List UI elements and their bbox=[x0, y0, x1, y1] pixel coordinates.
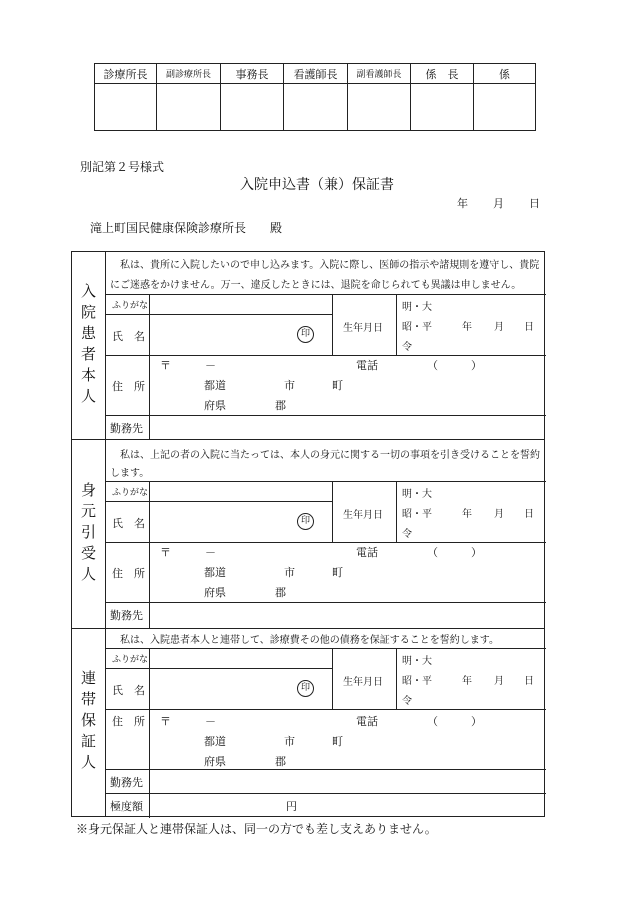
town-label: 町 bbox=[332, 566, 343, 579]
addressee: 滝上町国民健康保険診療所長 殿 bbox=[90, 221, 283, 235]
section-side-label: 身元引受人 bbox=[72, 440, 106, 628]
limit-label: 極度額 bbox=[110, 800, 143, 813]
approval-stamp-cell[interactable] bbox=[157, 84, 221, 131]
prefecture-label: 都道 bbox=[204, 379, 226, 392]
approval-stamp-cell[interactable] bbox=[221, 84, 284, 131]
birthdate-label: 生年月日 bbox=[343, 677, 383, 688]
date-day-label: 日 bbox=[529, 197, 540, 210]
limit-unit: 円 bbox=[286, 800, 297, 813]
city-label: 市 bbox=[284, 735, 295, 748]
approval-stamp-cell[interactable] bbox=[284, 84, 348, 131]
era-option[interactable]: 明・大 bbox=[402, 656, 432, 667]
date-month-label: 月 bbox=[493, 197, 504, 210]
phone-paren: （ ） bbox=[427, 546, 482, 559]
city-label: 市 bbox=[284, 566, 295, 579]
prefecture-label: 都道 bbox=[204, 566, 226, 579]
limit-amount-field[interactable] bbox=[154, 796, 284, 814]
name-field[interactable] bbox=[154, 503, 294, 539]
guarantor-section bbox=[71, 439, 545, 629]
section-side-label: 入院患者本人 bbox=[72, 252, 106, 439]
era-option[interactable]: 昭・平 bbox=[402, 676, 432, 687]
postal-dash: － bbox=[205, 359, 216, 372]
birth-day-label: 日 bbox=[524, 509, 534, 520]
phone-label: 電話 bbox=[356, 546, 378, 559]
patient-section bbox=[71, 251, 545, 440]
approval-header: 係 bbox=[474, 64, 536, 84]
birthdate-label: 生年月日 bbox=[343, 323, 383, 334]
workplace-field[interactable] bbox=[154, 418, 542, 437]
furigana-label: ふりがな bbox=[112, 488, 149, 498]
approval-header: 事務長 bbox=[221, 64, 284, 84]
form-number: 別記第２号様式 bbox=[80, 160, 165, 174]
furigana-field[interactable] bbox=[154, 650, 330, 666]
birth-day-label: 日 bbox=[524, 676, 534, 687]
furigana-label: ふりがな bbox=[112, 301, 149, 311]
birth-month-label: 月 bbox=[494, 322, 504, 333]
birth-month-label: 月 bbox=[494, 509, 504, 520]
city-label: 市 bbox=[284, 379, 295, 392]
postal-mark: 〒 bbox=[160, 715, 171, 728]
name-label: 氏 名 bbox=[112, 517, 145, 530]
era-option[interactable]: 明・大 bbox=[402, 302, 432, 313]
era-option[interactable]: 令 bbox=[402, 342, 412, 353]
approval-stamp-cell[interactable] bbox=[411, 84, 474, 131]
birth-year-label: 年 bbox=[462, 509, 472, 520]
county-label: 郡 bbox=[275, 586, 286, 599]
era-option[interactable]: 令 bbox=[402, 696, 412, 707]
seal-icon: 印 bbox=[297, 513, 314, 530]
approval-stamp-cell[interactable] bbox=[348, 84, 411, 131]
date-year-label: 年 bbox=[457, 197, 468, 210]
phone-paren: （ ） bbox=[427, 359, 482, 372]
statement-text: 私は、貴所に入院したいので申し込みます。入院に際し、医師の指示や諸規則を遵守し、貴院 bbox=[120, 260, 540, 271]
workplace-label: 勤務先 bbox=[110, 422, 143, 435]
name-field[interactable] bbox=[154, 316, 294, 352]
address-label: 住 所 bbox=[112, 567, 145, 580]
birthdate-label: 生年月日 bbox=[343, 510, 383, 521]
form-title: 入院申込書（兼）保証書 bbox=[240, 177, 394, 193]
seal-icon: 印 bbox=[297, 680, 314, 697]
statement-text: します。 bbox=[110, 468, 150, 479]
birth-year-label: 年 bbox=[462, 322, 472, 333]
name-label: 氏 名 bbox=[112, 684, 145, 697]
era-option[interactable]: 昭・平 bbox=[402, 509, 432, 520]
address-label: 住 所 bbox=[112, 715, 145, 728]
prefecture-label: 都道 bbox=[204, 735, 226, 748]
phone-label: 電話 bbox=[356, 359, 378, 372]
seal-icon: 印 bbox=[297, 326, 314, 343]
statement-text: にご迷惑をかけません。万一、違反したときには、退院を命じられても異議は申しません。 bbox=[110, 280, 522, 291]
phone-label: 電話 bbox=[356, 715, 378, 728]
postal-mark: 〒 bbox=[160, 546, 171, 559]
approval-header: 副看護師長 bbox=[348, 64, 411, 84]
approval-header: 副診療所長 bbox=[157, 64, 221, 84]
approval-header: 係 長 bbox=[411, 64, 474, 84]
birth-day-label: 日 bbox=[524, 322, 534, 333]
workplace-field[interactable] bbox=[154, 772, 542, 791]
county-label: 郡 bbox=[275, 755, 286, 768]
county-label: 郡 bbox=[275, 399, 286, 412]
workplace-label: 勤務先 bbox=[110, 609, 143, 622]
postal-dash: － bbox=[205, 546, 216, 559]
name-field[interactable] bbox=[154, 670, 294, 706]
furigana-field[interactable] bbox=[154, 483, 330, 499]
birth-year-label: 年 bbox=[462, 676, 472, 687]
prefecture-label: 府県 bbox=[204, 399, 226, 412]
approval-header: 看護師長 bbox=[284, 64, 348, 84]
town-label: 町 bbox=[332, 735, 343, 748]
workplace-field[interactable] bbox=[154, 605, 542, 625]
postal-mark: 〒 bbox=[160, 359, 171, 372]
prefecture-label: 府県 bbox=[204, 586, 226, 599]
statement-text: 私は、入院患者本人と連帯して、診療費その他の債務を保証することを誓約します。 bbox=[120, 635, 499, 646]
era-option[interactable]: 昭・平 bbox=[402, 322, 432, 333]
postal-dash: － bbox=[205, 715, 216, 728]
approval-stamp-cell[interactable] bbox=[474, 84, 536, 131]
approval-header: 診療所長 bbox=[95, 64, 157, 84]
town-label: 町 bbox=[332, 379, 343, 392]
workplace-label: 勤務先 bbox=[110, 776, 143, 789]
joint-guarantor-section bbox=[71, 628, 545, 817]
era-option[interactable]: 令 bbox=[402, 529, 412, 540]
era-option[interactable]: 明・大 bbox=[402, 489, 432, 500]
furigana-field[interactable] bbox=[154, 296, 330, 312]
prefecture-label: 府県 bbox=[204, 755, 226, 768]
section-side-label: 連帯保証人 bbox=[72, 629, 106, 816]
phone-paren: （ ） bbox=[427, 715, 482, 728]
name-label: 氏 名 bbox=[112, 330, 145, 343]
birth-month-label: 月 bbox=[494, 676, 504, 687]
approval-table bbox=[94, 63, 536, 131]
address-label: 住 所 bbox=[112, 380, 145, 393]
statement-text: 私は、上記の者の入院に当たっては、本人の身元に関する一切の事項を引き受けることを誓約 bbox=[120, 450, 540, 461]
footnote: ※身元保証人と連帯保証人は、同一の方でも差し支えありません。 bbox=[76, 822, 437, 836]
furigana-label: ふりがな bbox=[112, 655, 149, 665]
approval-stamp-cell[interactable] bbox=[95, 84, 157, 131]
